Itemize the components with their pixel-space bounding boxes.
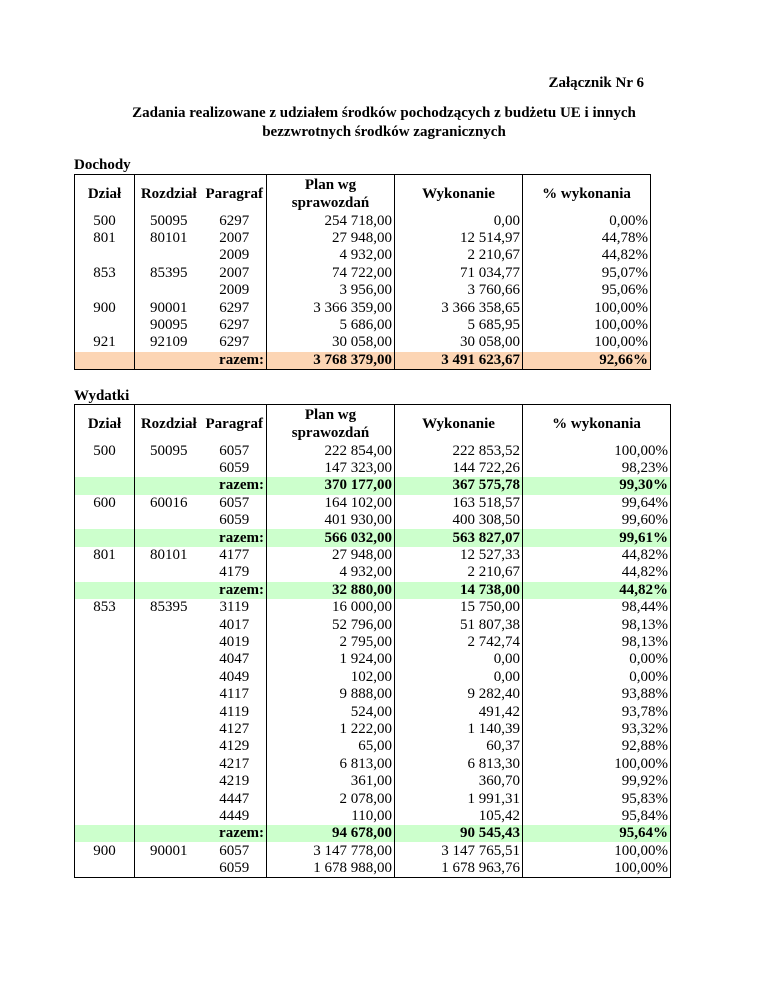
cell-rozdzial — [135, 790, 203, 807]
cell-procent: 99,64% — [523, 495, 671, 512]
table-row — [75, 703, 671, 720]
cell-wykonanie: 105,42 — [395, 808, 523, 825]
cell-plan: 1 924,00 — [267, 651, 395, 668]
income-table — [74, 174, 651, 370]
cell-dzial — [75, 773, 135, 790]
cell-procent: 95,83% — [523, 790, 671, 807]
table-row — [75, 686, 671, 703]
cell-paragraf: 6297 — [219, 317, 250, 334]
cell-wykonanie: 144 722,26 — [395, 460, 523, 477]
cell-wykonanie: 2 210,67 — [395, 247, 523, 264]
table-row — [75, 756, 671, 773]
cell-rozdzial — [135, 529, 203, 546]
cell-plan: 27 948,00 — [267, 230, 395, 247]
cell-dzial: 801 — [75, 547, 135, 564]
cell-paragraf: 4019 — [219, 633, 250, 650]
cell-rozdzial: 90095 — [135, 317, 203, 334]
cell-procent: 95,07% — [523, 265, 651, 282]
cell-procent: 93,78% — [523, 703, 671, 720]
cell-rozdzial: 90001 — [135, 842, 203, 859]
cell-rozdzial: 85395 — [135, 599, 203, 616]
header-wykonanie: Wykonanie — [395, 175, 523, 213]
cell-rozdzial — [135, 721, 203, 738]
subtotal-plan: 32 880,00 — [267, 582, 395, 599]
cell-rozdzial: 85395 — [135, 265, 203, 282]
cell-rozdzial — [135, 825, 203, 842]
cell-plan: 27 948,00 — [267, 547, 395, 564]
cell-plan: 6 813,00 — [267, 756, 395, 773]
cell-procent: 99,92% — [523, 773, 671, 790]
cell-paragraf: 6057 — [219, 442, 250, 459]
cell-rozdzial — [135, 756, 203, 773]
cell-procent: 95,06% — [523, 282, 651, 299]
header-plan — [267, 405, 395, 443]
cell-dzial — [75, 860, 135, 878]
cell-rozdzial — [135, 808, 203, 825]
cell-dzial — [75, 317, 135, 334]
cell-plan: 3 147 778,00 — [267, 842, 395, 859]
cell-dzial — [75, 703, 135, 720]
cell-dzial: 500 — [75, 443, 135, 460]
total-wykonanie: 3 491 623,67 — [395, 352, 523, 370]
subtotal-row — [75, 582, 671, 599]
cell-procent: 100,00% — [523, 299, 651, 316]
subtotal-wykonanie: 90 545,43 — [395, 825, 523, 842]
cell-paragraf: 4127 — [219, 720, 250, 737]
cell-dzial — [75, 460, 135, 477]
subtotal-plan: 566 032,00 — [267, 529, 395, 546]
cell-paragraf: 4049 — [219, 668, 250, 685]
header-plan — [267, 175, 395, 213]
cell-paragraf: 4047 — [219, 651, 250, 668]
cell-paragraf: 4447 — [219, 790, 250, 807]
cell-dzial — [75, 790, 135, 807]
cell-procent: 93,32% — [523, 721, 671, 738]
cell-procent: 99,60% — [523, 512, 671, 529]
cell-procent: 100,00% — [523, 317, 651, 334]
subtotal-label: razem: — [203, 582, 267, 599]
cell-rozdzial — [135, 860, 203, 878]
cell-wykonanie: 15 750,00 — [395, 599, 523, 616]
cell-procent: 98,23% — [523, 460, 671, 477]
cell-dzial — [75, 247, 135, 264]
cell-dzial: 900 — [75, 842, 135, 859]
cell-rozdzial — [135, 651, 203, 668]
cell-dzial — [75, 651, 135, 668]
cell-wykonanie: 51 807,38 — [395, 616, 523, 633]
cell-paragraf: 6057 — [219, 494, 250, 511]
cell-dzial — [75, 669, 135, 686]
cell-rozdzial — [135, 634, 203, 651]
cell-rozdzial — [135, 738, 203, 755]
cell-procent: 100,00% — [523, 334, 651, 351]
total-plan: 3 768 379,00 — [267, 352, 395, 370]
cell-wykonanie: 60,37 — [395, 738, 523, 755]
cell-plan: 524,00 — [267, 703, 395, 720]
cell-rozdzial — [135, 512, 203, 529]
cell-rozdzial: 50095 — [135, 213, 203, 230]
subtotal-wykonanie: 14 738,00 — [395, 582, 523, 599]
cell-paragraf: 2009 — [219, 282, 250, 299]
table-row — [75, 247, 651, 264]
header-plan-line-2: sprawozdań — [291, 194, 370, 211]
table-row — [75, 547, 671, 564]
cell-dzial — [75, 616, 135, 633]
cell-rozdzial — [135, 352, 203, 370]
cell-procent: 0,00% — [523, 669, 671, 686]
cell-wykonanie: 400 308,50 — [395, 512, 523, 529]
cell-rozdzial: 50095 — [135, 443, 203, 460]
annex-label: Załącznik Nr 6 — [548, 75, 644, 91]
cell-procent: 95,84% — [523, 808, 671, 825]
table-row — [75, 564, 671, 581]
cell-procent: 44,82% — [523, 547, 671, 564]
cell-dzial — [75, 282, 135, 299]
cell-procent: 98,44% — [523, 599, 671, 616]
cell-paragraf: 4017 — [219, 616, 250, 633]
cell-dzial: 921 — [75, 334, 135, 351]
cell-rozdzial: 90001 — [135, 299, 203, 316]
table-row — [75, 651, 671, 668]
cell-plan: 164 102,00 — [267, 495, 395, 512]
table-row — [75, 460, 671, 477]
cell-wykonanie: 5 685,95 — [395, 317, 523, 334]
cell-plan: 5 686,00 — [267, 317, 395, 334]
subtotal-label: razem: — [203, 529, 267, 546]
cell-paragraf: 2009 — [219, 247, 250, 264]
cell-plan: 102,00 — [267, 669, 395, 686]
cell-dzial — [75, 564, 135, 581]
cell-dzial — [75, 477, 135, 494]
cell-wykonanie: 222 853,52 — [395, 443, 523, 460]
cell-paragraf: 2007 — [219, 230, 250, 247]
cell-dzial — [75, 634, 135, 651]
cell-plan: 30 058,00 — [267, 334, 395, 351]
cell-plan: 401 930,00 — [267, 512, 395, 529]
subtotal-label: razem: — [203, 825, 267, 842]
table-row — [75, 860, 671, 878]
cell-rozdzial — [135, 247, 203, 264]
cell-paragraf: 4179 — [219, 564, 250, 581]
header-rozdzial: Rozdział — [135, 405, 203, 443]
cell-paragraf: 6297 — [219, 299, 250, 316]
header-dzial: Dział — [75, 175, 135, 213]
cell-wykonanie: 163 518,57 — [395, 495, 523, 512]
cell-paragraf: 6059 — [203, 860, 267, 878]
table-row — [75, 599, 671, 616]
subtotal-label: razem: — [203, 477, 267, 494]
document-title — [0, 104, 768, 142]
header-dzial: Dział — [75, 405, 135, 443]
cell-procent: 93,88% — [523, 686, 671, 703]
income-section-label: Dochody — [74, 157, 131, 173]
cell-wykonanie: 491,42 — [395, 703, 523, 720]
subtotal-procent: 99,30% — [523, 477, 671, 494]
cell-dzial — [75, 512, 135, 529]
cell-rozdzial — [135, 477, 203, 494]
cell-procent: 100,00% — [523, 443, 671, 460]
cell-wykonanie: 0,00 — [395, 669, 523, 686]
cell-dzial — [75, 686, 135, 703]
cell-rozdzial: 60016 — [135, 495, 203, 512]
table-row — [75, 634, 671, 651]
cell-wykonanie: 3 366 358,65 — [395, 299, 523, 316]
cell-procent: 100,00% — [523, 842, 671, 859]
cell-plan: 52 796,00 — [267, 616, 395, 633]
total-procent: 92,66% — [523, 352, 651, 370]
cell-plan: 74 722,00 — [267, 265, 395, 282]
cell-dzial: 853 — [75, 265, 135, 282]
cell-plan: 2 795,00 — [267, 634, 395, 651]
table-row — [75, 808, 671, 825]
title-line-2: bezzwrotnych środków zagranicznych — [262, 124, 506, 140]
cell-rozdzial — [135, 582, 203, 599]
cell-plan: 110,00 — [267, 808, 395, 825]
cell-rozdzial: 80101 — [135, 547, 203, 564]
header-plan-line-2: sprawozdań — [291, 424, 370, 441]
cell-dzial: 500 — [75, 213, 135, 230]
subtotal-procent: 99,61% — [523, 529, 671, 546]
cell-procent: 44,78% — [523, 230, 651, 247]
total-row — [75, 352, 651, 370]
cell-plan: 1 222,00 — [267, 721, 395, 738]
table-row — [75, 443, 671, 460]
subtotal-plan: 370 177,00 — [267, 477, 395, 494]
expenses-header-row — [75, 405, 671, 443]
subtotal-wykonanie: 367 575,78 — [395, 477, 523, 494]
cell-paragraf: 6057 — [219, 842, 250, 859]
header-rozdzial: Rozdział — [135, 175, 203, 213]
cell-plan: 9 888,00 — [267, 686, 395, 703]
header-paragraf: Paragraf — [203, 405, 267, 443]
header-procent: % wykonania — [523, 175, 651, 213]
table-row — [75, 213, 651, 230]
cell-wykonanie: 9 282,40 — [395, 686, 523, 703]
cell-plan: 16 000,00 — [267, 599, 395, 616]
table-row — [75, 299, 651, 316]
subtotal-row — [75, 825, 671, 842]
cell-paragraf: 6059 — [219, 460, 250, 477]
cell-dzial — [75, 529, 135, 546]
cell-dzial: 801 — [75, 230, 135, 247]
cell-procent: 100,00% — [523, 756, 671, 773]
cell-dzial: 900 — [75, 299, 135, 316]
table-row — [75, 230, 651, 247]
subtotal-plan: 94 678,00 — [267, 825, 395, 842]
table-row — [75, 721, 671, 738]
cell-dzial — [75, 352, 135, 370]
cell-wykonanie: 30 058,00 — [395, 334, 523, 351]
cell-rozdzial: 80101 — [135, 230, 203, 247]
cell-paragraf: 4449 — [219, 807, 250, 824]
cell-paragraf: 2007 — [219, 264, 250, 281]
cell-dzial — [75, 756, 135, 773]
header-plan-line-1: Plan wg — [304, 176, 357, 193]
cell-plan: 3 956,00 — [267, 282, 395, 299]
cell-rozdzial — [135, 773, 203, 790]
cell-procent: 0,00% — [523, 213, 651, 230]
cell-paragraf: 4117 — [219, 686, 249, 703]
table-row — [75, 842, 671, 859]
header-plan-line-1: Plan wg — [304, 406, 357, 423]
table-row — [75, 616, 671, 633]
header-wykonanie: Wykonanie — [395, 405, 523, 443]
cell-plan: 65,00 — [267, 738, 395, 755]
cell-rozdzial — [135, 686, 203, 703]
cell-rozdzial — [135, 282, 203, 299]
subtotal-wykonanie: 563 827,07 — [395, 529, 523, 546]
subtotal-procent: 95,64% — [523, 825, 671, 842]
table-row — [75, 334, 651, 351]
table-row — [75, 790, 671, 807]
cell-dzial — [75, 721, 135, 738]
cell-dzial — [75, 738, 135, 755]
cell-paragraf: 4129 — [219, 738, 250, 755]
subtotal-row — [75, 477, 671, 494]
cell-wykonanie: 0,00 — [395, 651, 523, 668]
header-procent: % wykonania — [523, 405, 671, 443]
table-row — [75, 669, 671, 686]
table-row — [75, 317, 651, 334]
cell-paragraf: 6059 — [219, 512, 250, 529]
cell-wykonanie: 2 210,67 — [395, 564, 523, 581]
cell-dzial: 853 — [75, 599, 135, 616]
cell-plan: 3 366 359,00 — [267, 299, 395, 316]
cell-wykonanie: 6 813,30 — [395, 756, 523, 773]
cell-wykonanie: 3 147 765,51 — [395, 842, 523, 859]
cell-wykonanie: 12 514,97 — [395, 230, 523, 247]
table-row — [75, 495, 671, 512]
expenses-section-label: Wydatki — [74, 388, 130, 404]
cell-rozdzial — [135, 460, 203, 477]
cell-rozdzial — [135, 669, 203, 686]
cell-procent: 98,13% — [523, 634, 671, 651]
cell-wykonanie: 1 140,39 — [395, 721, 523, 738]
cell-wykonanie: 3 760,66 — [395, 282, 523, 299]
expenses-table — [74, 404, 671, 878]
subtotal-row — [75, 529, 671, 546]
cell-rozdzial — [135, 616, 203, 633]
cell-wykonanie: 1 991,31 — [395, 790, 523, 807]
cell-dzial — [75, 825, 135, 842]
cell-paragraf: 6297 — [219, 212, 250, 229]
cell-rozdzial — [135, 703, 203, 720]
cell-dzial — [75, 808, 135, 825]
cell-wykonanie: 2 742,74 — [395, 634, 523, 651]
table-row — [75, 282, 651, 299]
cell-paragraf: 6297 — [219, 334, 250, 351]
cell-paragraf: 4219 — [219, 773, 250, 790]
cell-procent: 44,82% — [523, 247, 651, 264]
table-row — [75, 512, 671, 529]
cell-procent: 44,82% — [523, 564, 671, 581]
cell-wykonanie: 360,70 — [395, 773, 523, 790]
title-line-1: Zadania realizowane z udziałem środków pochodzących z budżetu UE i innych — [132, 105, 636, 121]
cell-wykonanie: 0,00 — [395, 213, 523, 230]
cell-plan: 4 932,00 — [267, 247, 395, 264]
income-header-row — [75, 175, 651, 213]
subtotal-procent: 44,82% — [523, 582, 671, 599]
cell-wykonanie: 71 034,77 — [395, 265, 523, 282]
cell-plan: 4 932,00 — [267, 564, 395, 581]
cell-dzial — [75, 582, 135, 599]
cell-procent: 92,88% — [523, 738, 671, 755]
cell-procent: 98,13% — [523, 616, 671, 633]
header-paragraf: Paragraf — [203, 175, 267, 213]
cell-wykonanie: 1 678 963,76 — [395, 860, 523, 878]
cell-paragraf: 4217 — [219, 755, 250, 772]
cell-plan: 361,00 — [267, 773, 395, 790]
cell-paragraf: 4119 — [219, 703, 249, 720]
cell-plan: 254 718,00 — [267, 213, 395, 230]
cell-procent: 100,00% — [523, 860, 671, 878]
total-label: razem: — [203, 352, 267, 370]
cell-procent: 0,00% — [523, 651, 671, 668]
cell-plan: 1 678 988,00 — [267, 860, 395, 878]
table-row — [75, 265, 651, 282]
cell-rozdzial: 92109 — [135, 334, 203, 351]
cell-dzial: 600 — [75, 495, 135, 512]
cell-wykonanie: 12 527,33 — [395, 547, 523, 564]
table-row — [75, 738, 671, 755]
cell-plan: 222 854,00 — [267, 443, 395, 460]
cell-plan: 147 323,00 — [267, 460, 395, 477]
cell-paragraf: 4177 — [219, 547, 250, 564]
cell-paragraf: 3119 — [219, 599, 249, 616]
cell-plan: 2 078,00 — [267, 790, 395, 807]
cell-rozdzial — [135, 564, 203, 581]
table-row — [75, 773, 671, 790]
